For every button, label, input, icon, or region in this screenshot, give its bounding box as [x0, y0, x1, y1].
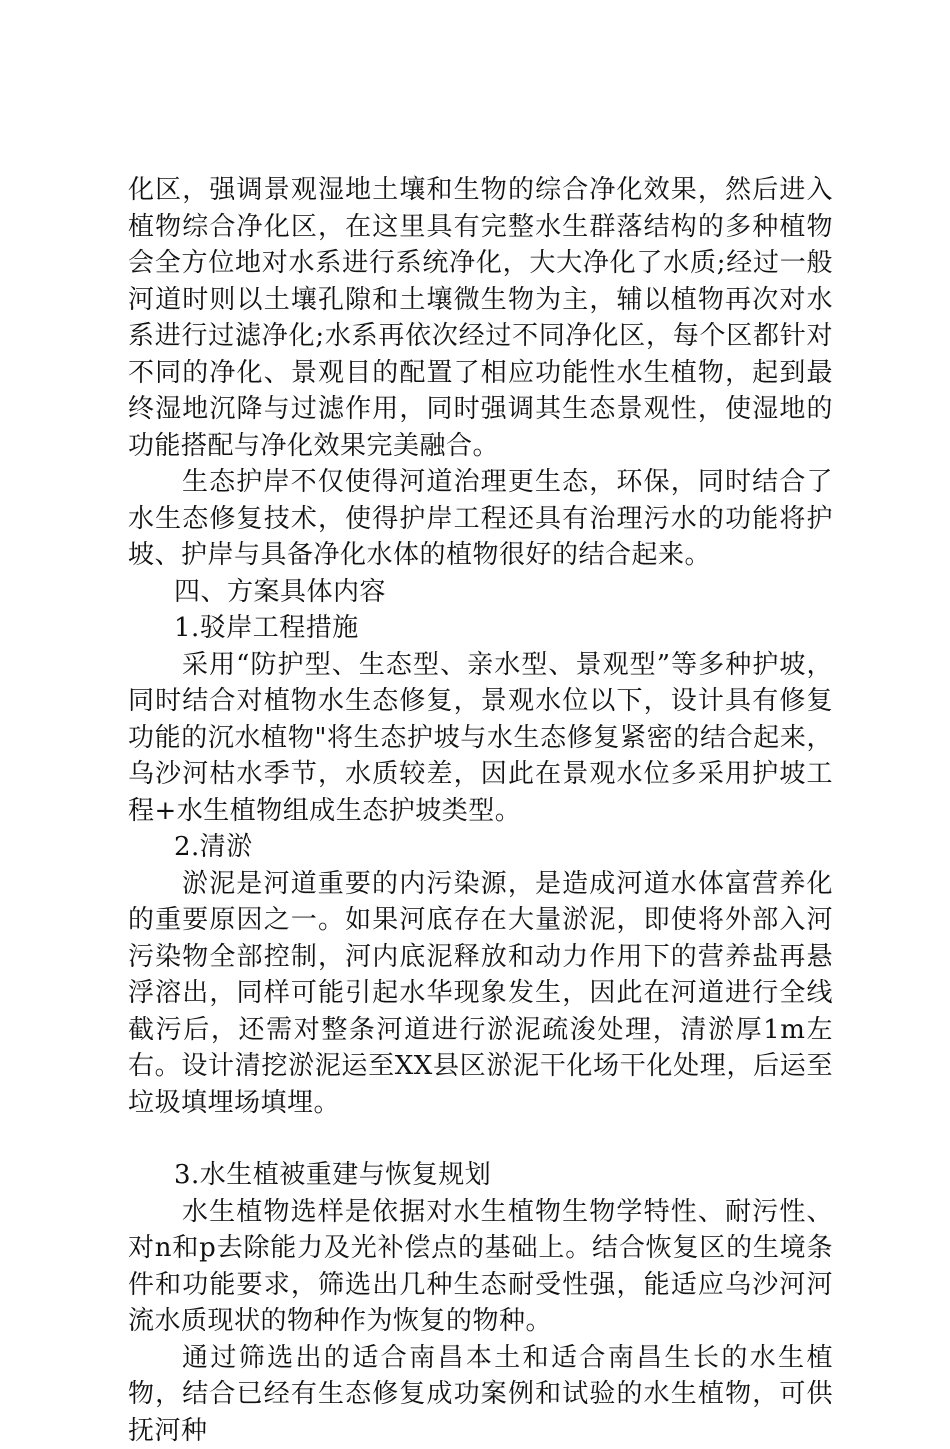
- subheading-vegetation-restoration: 3.水生植被重建与恢复规划: [128, 1157, 833, 1194]
- paragraph-plant-screening: 通过筛选出的适合南昌本土和适合南昌生长的水生植物，结合已经有生态修复成功案例和试验的水生植物，可供抚河种: [128, 1340, 833, 1449]
- blank-line: [128, 1121, 833, 1157]
- section-heading-plan-content: 四、方案具体内容: [128, 574, 833, 611]
- paragraph-ecological-revetment: 生态护岸不仅使得河道治理更生态，环保，同时结合了水生态修复技术，使得护岸工程还具有治理污水的功能将护坡、护岸与具备净化水体的植物很好的结合起来。: [128, 464, 833, 574]
- paragraph-dredging: 淤泥是河道重要的内污染源，是造成河道水体富营养化的重要原因之一。如果河底存在大量淤泥，即使将外部入河污染物全部控制，河内底泥释放和动力作用下的营养盐再悬浮溶出，同样可能引起水华现象发生，因此在河道进行全线截污后，还需对整条河道进行淤泥疏浚处理，清淤厚1m左右。设计清挖淤泥运至XX县区淤泥干化场干化处理，后运至垃圾填埋场填埋。: [128, 866, 833, 1122]
- document-page: [128, 172, 833, 1449]
- paragraph-plant-selection: 水生植物选样是依据对水生植物生物学特性、耐污性、对n和p去除能力及光补偿点的基础上。结合恢复区的生境条件和功能要求，筛选出几种生态耐受性强，能适应乌沙河河流水质现状的物种作为恢复的物种。: [128, 1194, 833, 1340]
- subheading-revetment-measures: 1.驳岸工程措施: [128, 610, 833, 647]
- paragraph-revetment-types: 采用“防护型、生态型、亲水型、景观型”等多种护坡，同时结合对植物水生态修复，景观水位以下，设计具有修复功能的沉水植物"将生态护坡与水生态修复紧密的结合起来，乌沙河枯水季节，水质较差，因此在景观水位多采用护坡工程+水生植物组成生态护坡类型。: [128, 647, 833, 830]
- paragraph-wetland-purification: 化区，强调景观湿地土壤和生物的综合净化效果，然后进入植物综合净化区，在这里具有完整水生群落结构的多种植物会全方位地对水系进行系统净化，大大净化了水质;经过一般河道时则以土壤孔隙和土壤微生物为主，辅以植物再次对水系进行过滤净化;水系再依次经过不同净化区，每个区都针对不同的净化、景观目的配置了相应功能性水生植物，起到最终湿地沉降与过滤作用，同时强调其生态景观性，使湿地的功能搭配与净化效果完美融合。: [128, 172, 833, 464]
- subheading-dredging: 2.清淤: [128, 829, 833, 866]
